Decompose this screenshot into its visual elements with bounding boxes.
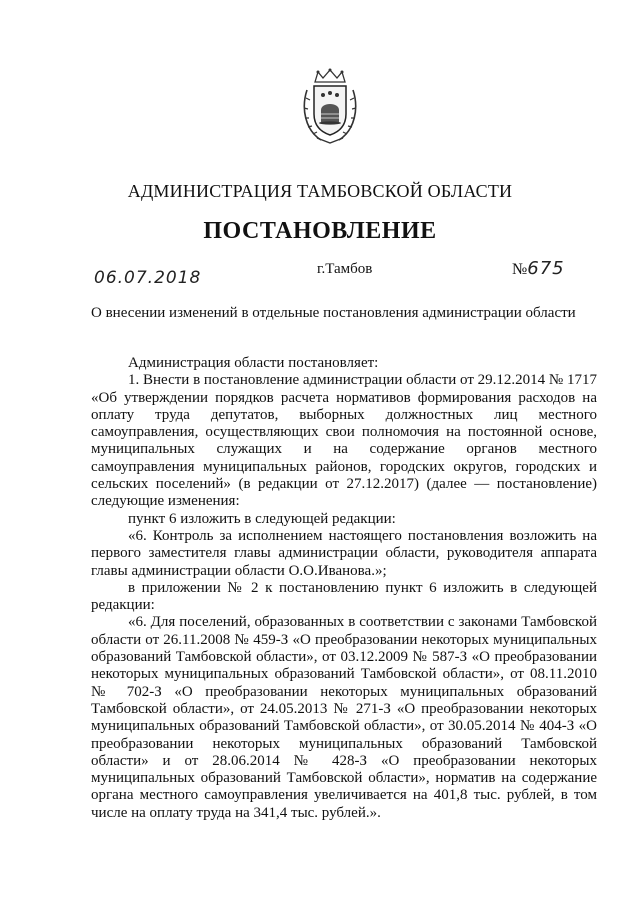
city: г.Тамбов xyxy=(317,261,373,277)
organization-name: АДМИНИСТРАЦИЯ ТАМБОВСКОЙ ОБЛАСТИ xyxy=(127,181,513,201)
paragraph: Администрация области постановляет: xyxy=(128,355,379,371)
document-subject: О внесении изменений в отдельные постановления администрации области xyxy=(91,305,576,321)
paragraph: 1. Внести в постановление администрации области от 29.12.2014 № 1717 «Об утверждении порядков расчета нормативов формирования расходов на оплату труда депутатов, выборных должностных лиц местного самоуправления, осуществляющих свои полномочия на постоянной основе, муниципальных служащих и на содержание органов местного самоуправления муниципальных районов, городских округов, городских и сельских поселений» (в редакции от 27.12.2017) (далее — постановление) следующие изменения: xyxy=(91,372,597,510)
number-prefix: № xyxy=(512,261,528,278)
paragraph: в приложении № 2 к постановлению пункт 6 изложить в следующей редакции: xyxy=(91,579,597,614)
document-type-title: ПОСТАНОВЛЕНИЕ xyxy=(203,218,437,244)
paragraph: «6. Контроль за исполнением настоящего постановления возложить на первого заместителя главы администрации области, руководителя аппарата главы администрации области О.О.Иванова.»; xyxy=(91,527,597,579)
handwritten-date: 06.07.2018 xyxy=(94,268,202,288)
handwritten-number: 675 xyxy=(527,258,565,279)
paragraph: пункт 6 изложить в следующей редакции: xyxy=(128,510,396,527)
document-number xyxy=(512,258,565,279)
coat-of-arms-icon xyxy=(299,68,361,146)
document-body xyxy=(91,355,597,822)
paragraph: «6. Для поселений, образованных в соответствии с законами Тамбовской области от 26.11.2008 № 459-З «О преобразовании некоторых муниципальных образований Тамбовской области», от 03.12.2009 № 587-З «О преобразовании некоторых муниципальных образований Тамбовской области», от 08.11.2010 № 702-З «О преобразовании некоторых муниципальных образований Тамбовской области», от 24.05.2013 № 271-З «О преобразовании некоторых муниципальных образований Тамбовской области», от 30.05.2014 № 404-З «О преобразовании некоторых муниципальных образований Тамбовской области» и от 28.06.2014 № 428-З «О преобразовании некоторых муниципальных образований Тамбовской области», норматив на содержание органа местного самоуправления увеличивается на 401,8 тыс. рублей, в том числе на оплату труда на 341,4 тыс. рублей.». xyxy=(91,614,597,821)
